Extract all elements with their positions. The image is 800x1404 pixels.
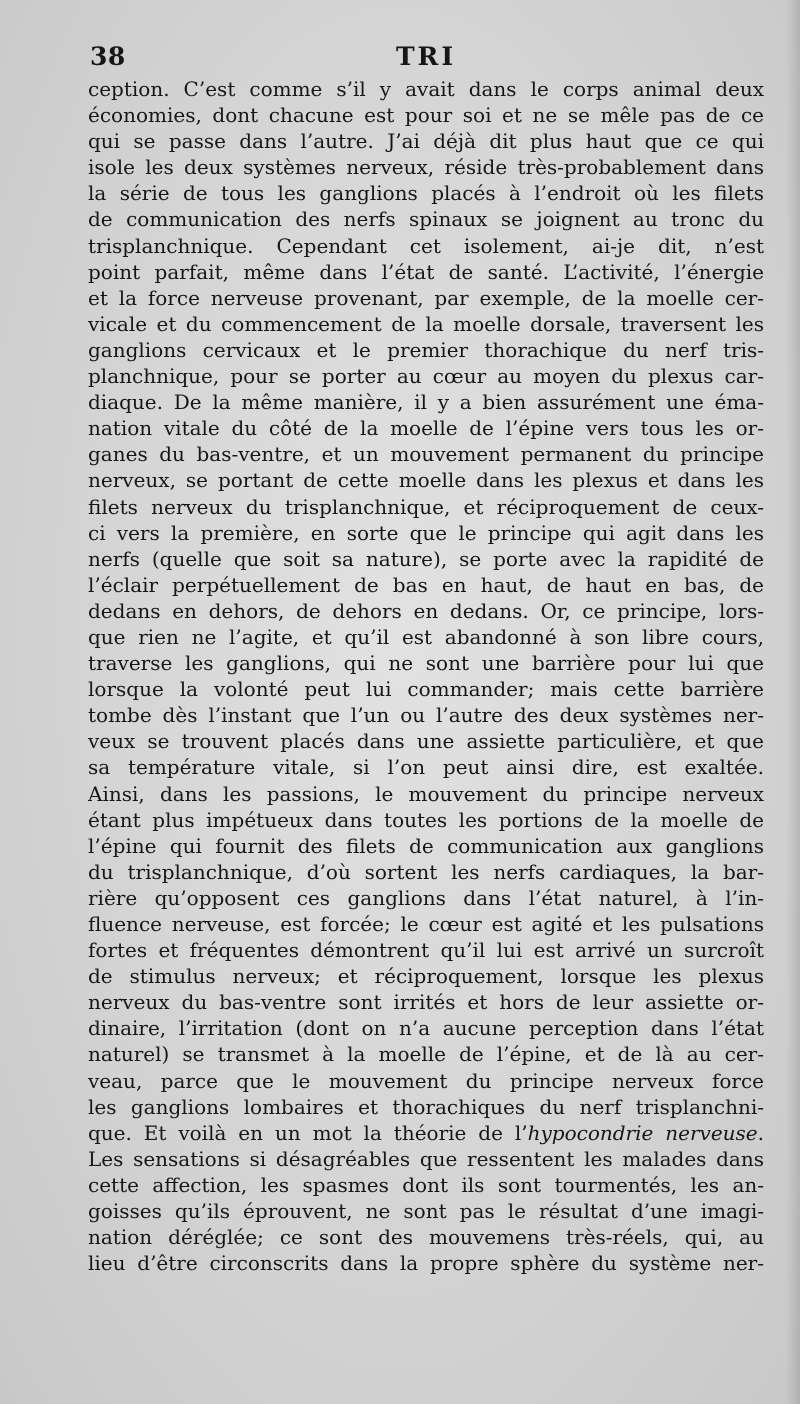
text-line: veux se trouvent placés dans une assiette particulière, et que — [88, 729, 764, 754]
text-line: Ainsi, dans les passions, le mouvement du principe nerveux — [88, 781, 764, 806]
text-line: l’éclair perpétuellement de bas en haut, de haut en bas, de — [88, 572, 764, 597]
text-line: de stimulus nerveux; et réciproquement, lorsque les plexus — [88, 964, 764, 989]
text-line: tombe dès l’instant que l’un ou l’autre des deux systèmes ner- — [88, 703, 764, 728]
text-line: du trisplanchnique, d’où sortent les nerfs cardiaques, la bar- — [88, 859, 764, 884]
text-line: étant plus impétueux dans toutes les portions de la moelle de — [88, 807, 764, 832]
text-line: ception. C’est comme s’il y avait dans le corps animal deux — [88, 77, 764, 101]
text-line: nation déréglée; ce sont des mouvemens très-réels, qui, au — [88, 1225, 764, 1250]
text-line: nerveux du bas-ventre sont irrités et hors de leur assiette or- — [88, 990, 764, 1015]
text-line: nation vitale du côté de la moelle de l’épine vers tous les or- — [88, 416, 764, 441]
text-line: planchnique, pour se porter au cœur au moyen du plexus car- — [88, 364, 764, 389]
text-line: veau, parce que le mouvement du principe nerveux force — [88, 1068, 764, 1093]
text-line: diaque. De la même manière, il y a bien assurément une éma- — [88, 390, 764, 415]
text-line: et la force nerveuse provenant, par exemple, de la moelle cer- — [88, 285, 764, 310]
running-head: TRI — [395, 42, 457, 71]
text-line: ganes du bas-ventre, et un mouvement permanent du principe — [88, 442, 764, 467]
text-line: qui se passe dans l’autre. J’ai déjà dit plus haut que ce qui — [88, 129, 764, 154]
text-line: dinaire, l’irritation (dont on n’a aucune perception dans l’état — [88, 1016, 764, 1041]
text-line: rière qu’opposent ces ganglions dans l’état naturel, à l’in- — [88, 885, 764, 910]
text-line: point parfait, même dans l’état de santé. L’activité, l’énergie — [88, 259, 764, 284]
text-line: Les sensations si désagréables que ressentent les malades dans — [88, 1146, 764, 1171]
text-line: nerveux, se portant de cette moelle dans les plexus et dans les — [88, 468, 764, 493]
text-line: trisplanchnique. Cependant cet isolement, ai-je dit, n’est — [88, 233, 764, 258]
text-line: les ganglions lombaires et thorachiques du nerf trisplanchni- — [88, 1094, 764, 1119]
text-line: ganglions cervicaux et le premier thorachique du nerf tris- — [88, 337, 764, 362]
text-line: vicale et du commencement de la moelle dorsale, traversent les — [88, 311, 764, 336]
text-line: sa température vitale, si l’on peut ainsi dire, est exaltée. — [88, 755, 764, 780]
text-line: de communication des nerfs spinaux se joignent au tronc du — [88, 207, 764, 232]
text-line: ci vers la première, en sorte que le principe qui agit dans les — [88, 520, 764, 545]
page-edge-shadow — [786, 0, 800, 1404]
body-text — [88, 76, 764, 1276]
text-line: lieu d’être circonscrits dans la propre sphère du système ner- — [88, 1251, 764, 1276]
text-line: filets nerveux du trisplanchnique, et réciproquement de ceux- — [88, 494, 764, 519]
text-line: la série de tous les ganglions placés à l’endroit où les filets — [88, 181, 764, 206]
text-line: goisses qu’ils éprouvent, ne sont pas le résultat d’une imagi- — [88, 1199, 764, 1224]
text-line: fluence nerveuse, est forcée; le cœur est agité et les pulsations — [88, 912, 764, 936]
text-line: l’épine qui fournit des filets de communication aux ganglions — [88, 833, 764, 858]
text-line: naturel) se transmet à la moelle de l’épine, et de là au cer- — [88, 1042, 764, 1067]
text-line: lorsque la volonté peut lui commander; mais cette barrière — [88, 677, 764, 702]
text-line: isole les deux systèmes nerveux, réside très-probablement dans — [88, 155, 764, 180]
text-line: économies, dont chacune est pour soi et ne se mêle pas de ce — [88, 103, 764, 128]
text-line: dedans en dehors, de dehors en dedans. Or, ce principe, lors- — [88, 598, 764, 623]
text-line: que. Et voilà en un mot la théorie de l’hypocondrie nerveuse. — [88, 1120, 764, 1145]
text-line: fortes et fréquentes démontrent qu’il lui est arrivé un surcroît — [88, 938, 764, 963]
text-line: que rien ne l’agite, et qu’il est abandonné à son libre cours, — [88, 624, 764, 649]
text-line: cette affection, les spasmes dont ils sont tourmentés, les an- — [88, 1172, 764, 1197]
text-line: traverse les ganglions, qui ne sont une barrière pour lui que — [88, 651, 764, 676]
text-line: nerfs (quelle que soit sa nature), se porte avec la rapidité de — [88, 546, 764, 571]
page-number: 38 — [90, 42, 126, 71]
